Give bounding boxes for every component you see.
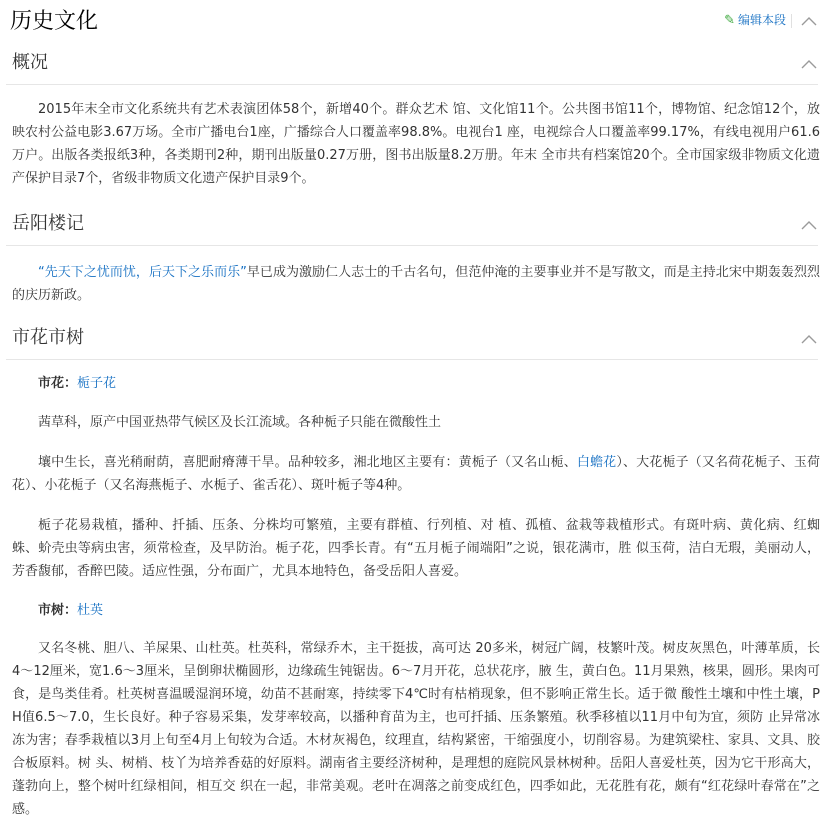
baichanhua-link[interactable]: 白蟾花: [576, 455, 617, 470]
section-divider: [6, 359, 818, 360]
flower-paragraph-1: 茜草科，原产中国亚热带气候区及长江流域。各种栀子只能在微酸性土: [38, 415, 442, 430]
section-title-overview: 概况: [12, 52, 48, 73]
collapse-flower-tree-chevron-up-icon[interactable]: [800, 333, 818, 345]
section-divider: [6, 245, 818, 246]
page-header: [0, 0, 828, 44]
edit-section-label: 编辑本段: [737, 13, 786, 27]
section-title-yueyanglou: 岳阳楼记: [12, 213, 84, 234]
section-divider: [6, 84, 818, 85]
edit-section-button[interactable]: [724, 11, 786, 30]
yueyanglou-paragraph: [12, 261, 820, 307]
page-title: 历史文化: [10, 9, 99, 34]
city-flower-link[interactable]: 栀子花: [77, 376, 117, 391]
collapse-overview-chevron-up-icon[interactable]: [800, 58, 818, 70]
header-divider: [791, 14, 792, 28]
collapse-all-chevron-up-icon[interactable]: [800, 15, 818, 27]
flower-paragraph-2: [12, 451, 820, 497]
tree-paragraph: 又名冬桃、胆八、羊屎果、山杜英。杜英科，常绿乔木，主干挺拔，高可达 20多米，树冠广阔，枝繁叶茂。树皮灰黑色，叶薄革质，长4～12厘米，宽1.6～3厘米，呈倒卵状椭圆形，边缘疏生钝锯齿。6～7月开花，总状花序，腋 生，黄白色。11月果熟，核果，圆形。果肉可食，是鸟类佳肴。杜英树喜温暖湿润环境，幼苗不甚耐寒，持续零下4℃时有枯梢现象，但不影响正常生长。适于微 酸性土壤和中性土壤，PH值6.5～7.0，生长良好。种子容易采集，发芽率较高，以播种育苗为主，也可扦插、压条繁殖。秋季移植以11月中旬为宜，须防 止异常冰冻为害；春季栽植以3月上旬至4月上旬较为合适。木材灰褐色，纹理直，结构紧密，干缩强度小，切削容易。为建筑梁柱、家具、文具、胶合板原料。树 头、树梢、枝丫为培养香菇的好原料。湖南省主要经济树种，是理想的庭院风景林树种。岳阳人喜爱杜英，因为它干形高大，蓬勃向上，整个树叶红绿相间，相互交 织在一起，非常美观。老叶在凋落之前变成红色，四季如此，无花胜有花，颇有“红花绿叶春常在”之感。: [12, 641, 820, 817]
pencil-icon: ✎: [724, 13, 735, 28]
city-flower-heading: [38, 373, 116, 395]
overview-paragraph: 2015年末全市文化系统共有艺术表演团体58个，新增40个。群众艺术 馆、文化馆11个。公共图书馆11个，博物馆、纪念馆12个，放映农村公益电影3.67万场。全市广播电台1座，广播综合人口覆盖率98.8%。电视台1 座，电视综合人口覆盖率99.17%，有线电视用户61.6万户。出版各类报纸3种，各类期刊2种，期刊出版量0.27万册，图书出版量8.2万册。年末 全市共有档案馆20个。全市国家级非物质文化遗产保护目录7个，省级非物质文化遗产保护目录9个。: [12, 102, 820, 186]
flower-paragraph-3: 栀子花易栽植，播种、扦插、压条、分株均可繁殖，主要有群植、行列植、对 植、孤植、盆栽等栽植形式。有斑叶病、黄化病、红蜘蛛、蚧壳虫等病虫害，须常检查，及早防治。栀子花，四季长青。有“五月栀子闹端阳”之说，银花满市，胜 似玉荷，洁白无瑕，美丽动人，芳香馥郁，香醉巴陵。适应性强，分布面广，尤具本地特色，备受岳阳人喜爱。: [12, 518, 820, 579]
city-tree-heading: [38, 600, 103, 622]
quote-rest-text: 早已成为激励仁人志士的千古名句，但范仲淹的主要事业并不是写散文，而是主持北宋中期轰轰烈烈的庆历新政。: [12, 265, 820, 303]
city-flower-label: 市花：: [38, 376, 78, 391]
flower-p2-text-b: ）、大花栀子（又名荷花栀子、玉荷花）、小花栀子（又名海燕栀子、水栀子、雀舌花）、斑叶栀子等4种。: [12, 455, 820, 493]
city-tree-label: 市树：: [38, 603, 78, 618]
flower-p2-text-a: 壤中生长，喜光稍耐荫，喜肥耐瘠薄干旱。品种较多，湘北地区主要有：黄栀子（又名山栀、: [38, 455, 577, 470]
section-title-city-flower-tree: 市花市树: [12, 327, 84, 348]
collapse-yueyanglou-chevron-up-icon[interactable]: [800, 219, 818, 231]
quote-link[interactable]: “先天下之忧而忧，后天下之乐而乐”: [38, 265, 247, 280]
city-tree-link[interactable]: 杜英: [77, 603, 104, 618]
